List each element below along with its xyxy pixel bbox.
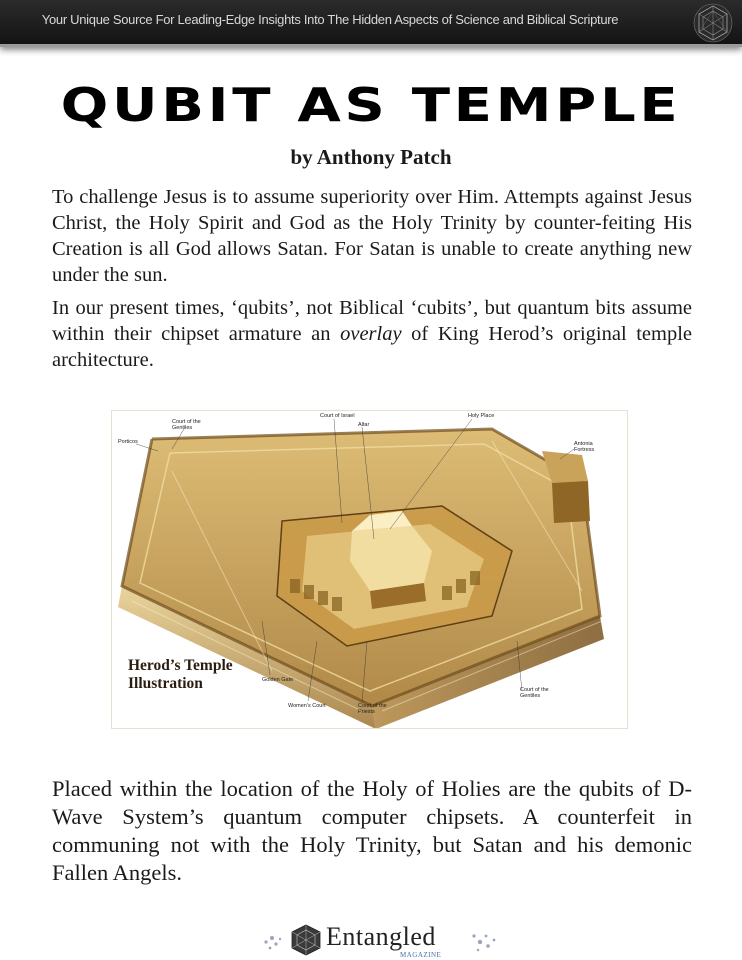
header-banner: [0, 0, 742, 47]
paragraph-2-emphasis: overlay: [340, 323, 402, 345]
illustration-caption: Herod’s Temple Illustration: [128, 657, 233, 692]
temple-illustration: [111, 410, 628, 729]
footer-subtitle: MAGAZINE: [400, 951, 442, 959]
header-tagline: Your Unique Source For Leading-Edge Insights Into The Hidden Aspects of Science and Biblical Scripture: [41, 12, 619, 27]
label-porticos: Porticos: [118, 439, 138, 445]
paragraph-2-text-start: In our present times, ‘qubits’, not Biblical ‘cubits’, but quantum bits assume within their chipset armature an: [52, 297, 692, 345]
polyhedron-icon: [692, 2, 734, 44]
polyhedron-icon: [292, 925, 320, 955]
label-golden-gate: Golden Gate: [262, 677, 294, 683]
paragraph-2-text-end: of King Herod’s original temple architecture.: [52, 323, 693, 371]
article-title: QUBIT AS TEMPLE: [60, 78, 682, 132]
footer-logo: [260, 922, 500, 958]
article-byline: by Anthony Patch: [290, 145, 452, 169]
article-paragraph-2: [52, 295, 692, 373]
footer-brand: Entangled: [326, 922, 436, 951]
label-court-israel: Court of Israel: [320, 413, 355, 419]
label-womens-court: Women’s Court: [288, 703, 326, 709]
label-altar: Altar: [358, 422, 370, 428]
label-court-gentiles-top: Court of the Gentiles: [172, 419, 201, 431]
article-paragraph-3: Placed within the location of the Holy of Holies are the qubits of D-Wave System’s quantum computer chipsets. A counterfeit in communing not with the Holy Trinity, but Satan and his demonic Fallen Angels.: [52, 776, 692, 885]
label-court-priests: Court of the Priests: [358, 703, 387, 715]
label-holy-place: Holy Place: [468, 413, 495, 419]
label-court-gentiles-bottom: Court of the Gentiles: [520, 687, 549, 699]
article-paragraph-1: To challenge Jesus is to assume superiority over Him. Attempts against Jesus Christ, the Holy Spirit and God as the Holy Trinity by counter-feiting His Creation is all God allows Satan. For Satan is unable to create anything new under the sun.: [52, 186, 692, 286]
label-antonia-fortress: Antonia Fortress: [574, 441, 595, 453]
